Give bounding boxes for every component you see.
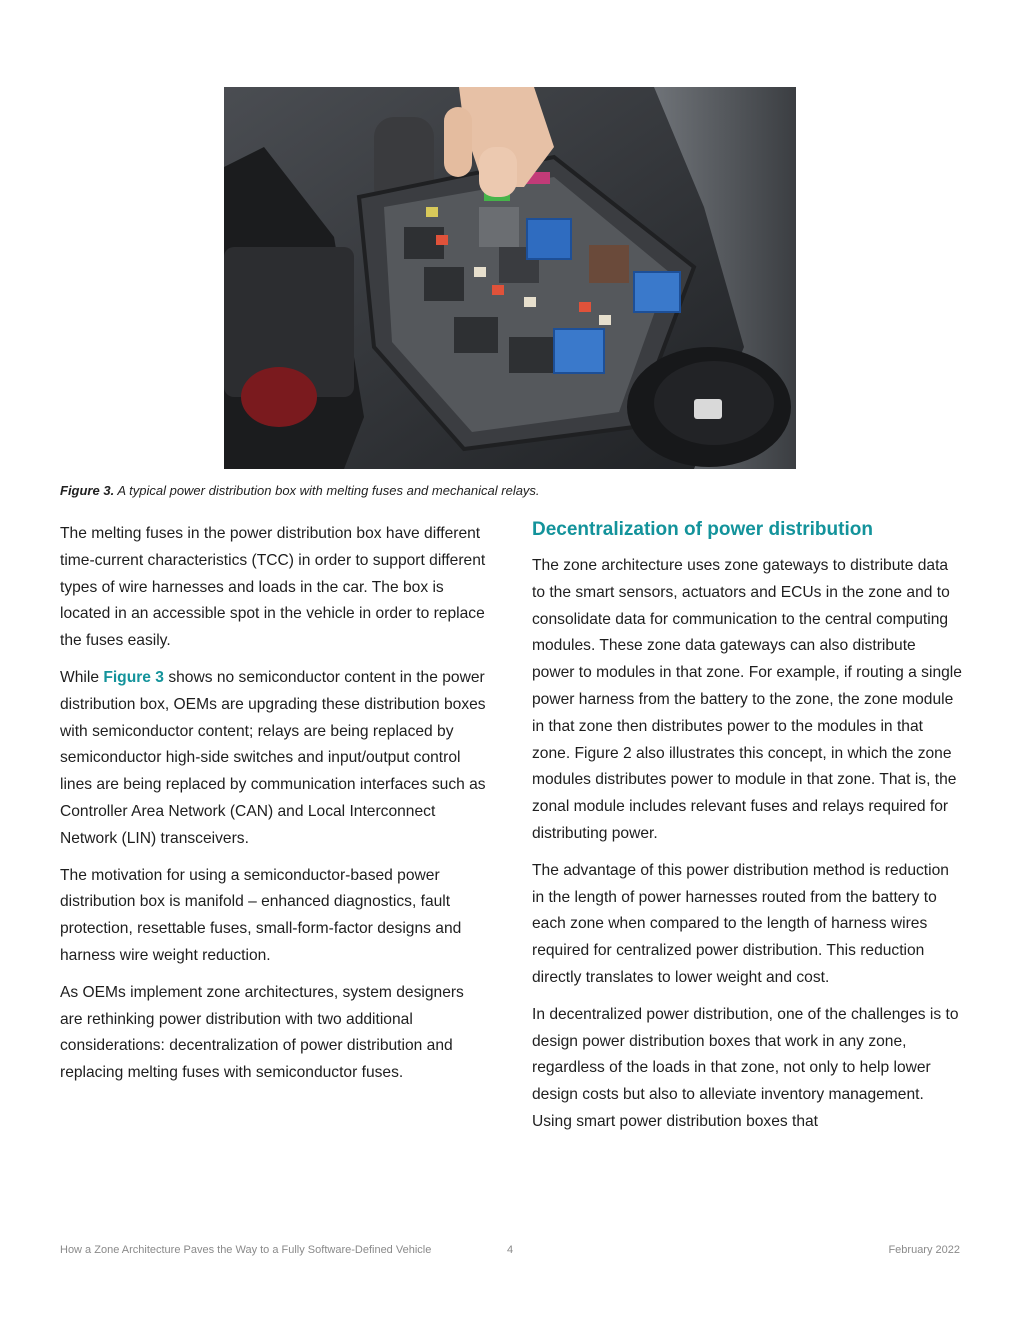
p2-text-before: While: [60, 668, 104, 686]
right-paragraph-1: The zone architecture uses zone gateways to distribute data to the smart sensors, actuators and ECUs in the zone and to consolidate data for communication to the central computing modules. These zone data gateways can also distribute power to modules in that zone. For example, if routing a single power harness from the battery to the zone, the zone module in that zone then distributes power to the modules in that zone. Figure 2 also illustrates this concept, in which the zone modules distributes power to module in that zone. That is, the zonal module includes relevant fuses and relays required for distributing power.: [532, 557, 962, 842]
figure-caption: [60, 483, 960, 498]
right-paragraph-2: The advantage of this power distribution method is reduction in the length of power harnesses routed from the battery to each zone when compared to the length of harness wires required for centralized power distribution. This reduction directly translates to lower weight and cost.: [532, 861, 949, 986]
section-heading: Decentralization of power distribution: [532, 519, 873, 540]
figure-3-photo: [224, 87, 796, 469]
power-distribution-box-image: [224, 87, 796, 469]
footer-date: February 2022: [888, 1244, 960, 1256]
figure-3-link[interactable]: Figure 3: [103, 668, 164, 686]
figure-label: Figure 3.: [60, 483, 115, 498]
footer-document-title: How a Zone Architecture Paves the Way to a Fully Software-Defined Vehicle: [60, 1244, 432, 1256]
p2-text-after: shows no semiconductor content in the power distribution box, OEMs are upgrading these distribution boxes with semiconductor content; relays are being replaced by semiconductor high-side switches and input/output control lines are being replaced by communication interfaces such as Controller Area Network (CAN) and Local Interconnect Network (LIN) transceivers.: [60, 668, 486, 847]
right-paragraph-3: In decentralized power distribution, one of the challenges is to design power distribution boxes that work in any zone, regardless of the loads in that zone, not only to help lower design costs but also to alleviate inventory management. Using smart power distribution boxes that: [532, 1005, 959, 1130]
footer-page-number: 4: [507, 1244, 514, 1256]
left-paragraph-2: [60, 665, 490, 853]
left-paragraph-4: As OEMs implement zone architectures, system designers are rethinking power distribution with two additional considerations: decentralization of power distribution and replacing melting fuses with semiconductor fuses.: [60, 983, 464, 1082]
right-column: [532, 515, 962, 1146]
left-paragraph-3: The motivation for using a semiconductor-based power distribution box is manifold – enhanced diagnostics, fault protection, resettable fuses, small-form-factor designs and harness wire weight reduction.: [60, 866, 462, 964]
figure-caption-text: A typical power distribution box with melting fuses and mechanical relays.: [117, 483, 540, 498]
left-paragraph-1: The melting fuses in the power distribution box have different time-current characteristics (TCC) in order to support different types of wire harnesses and loads in the car. The box is located in an accessible spot in the vehicle in order to replace the fuses easily.: [60, 525, 486, 650]
left-column: [60, 521, 490, 1097]
